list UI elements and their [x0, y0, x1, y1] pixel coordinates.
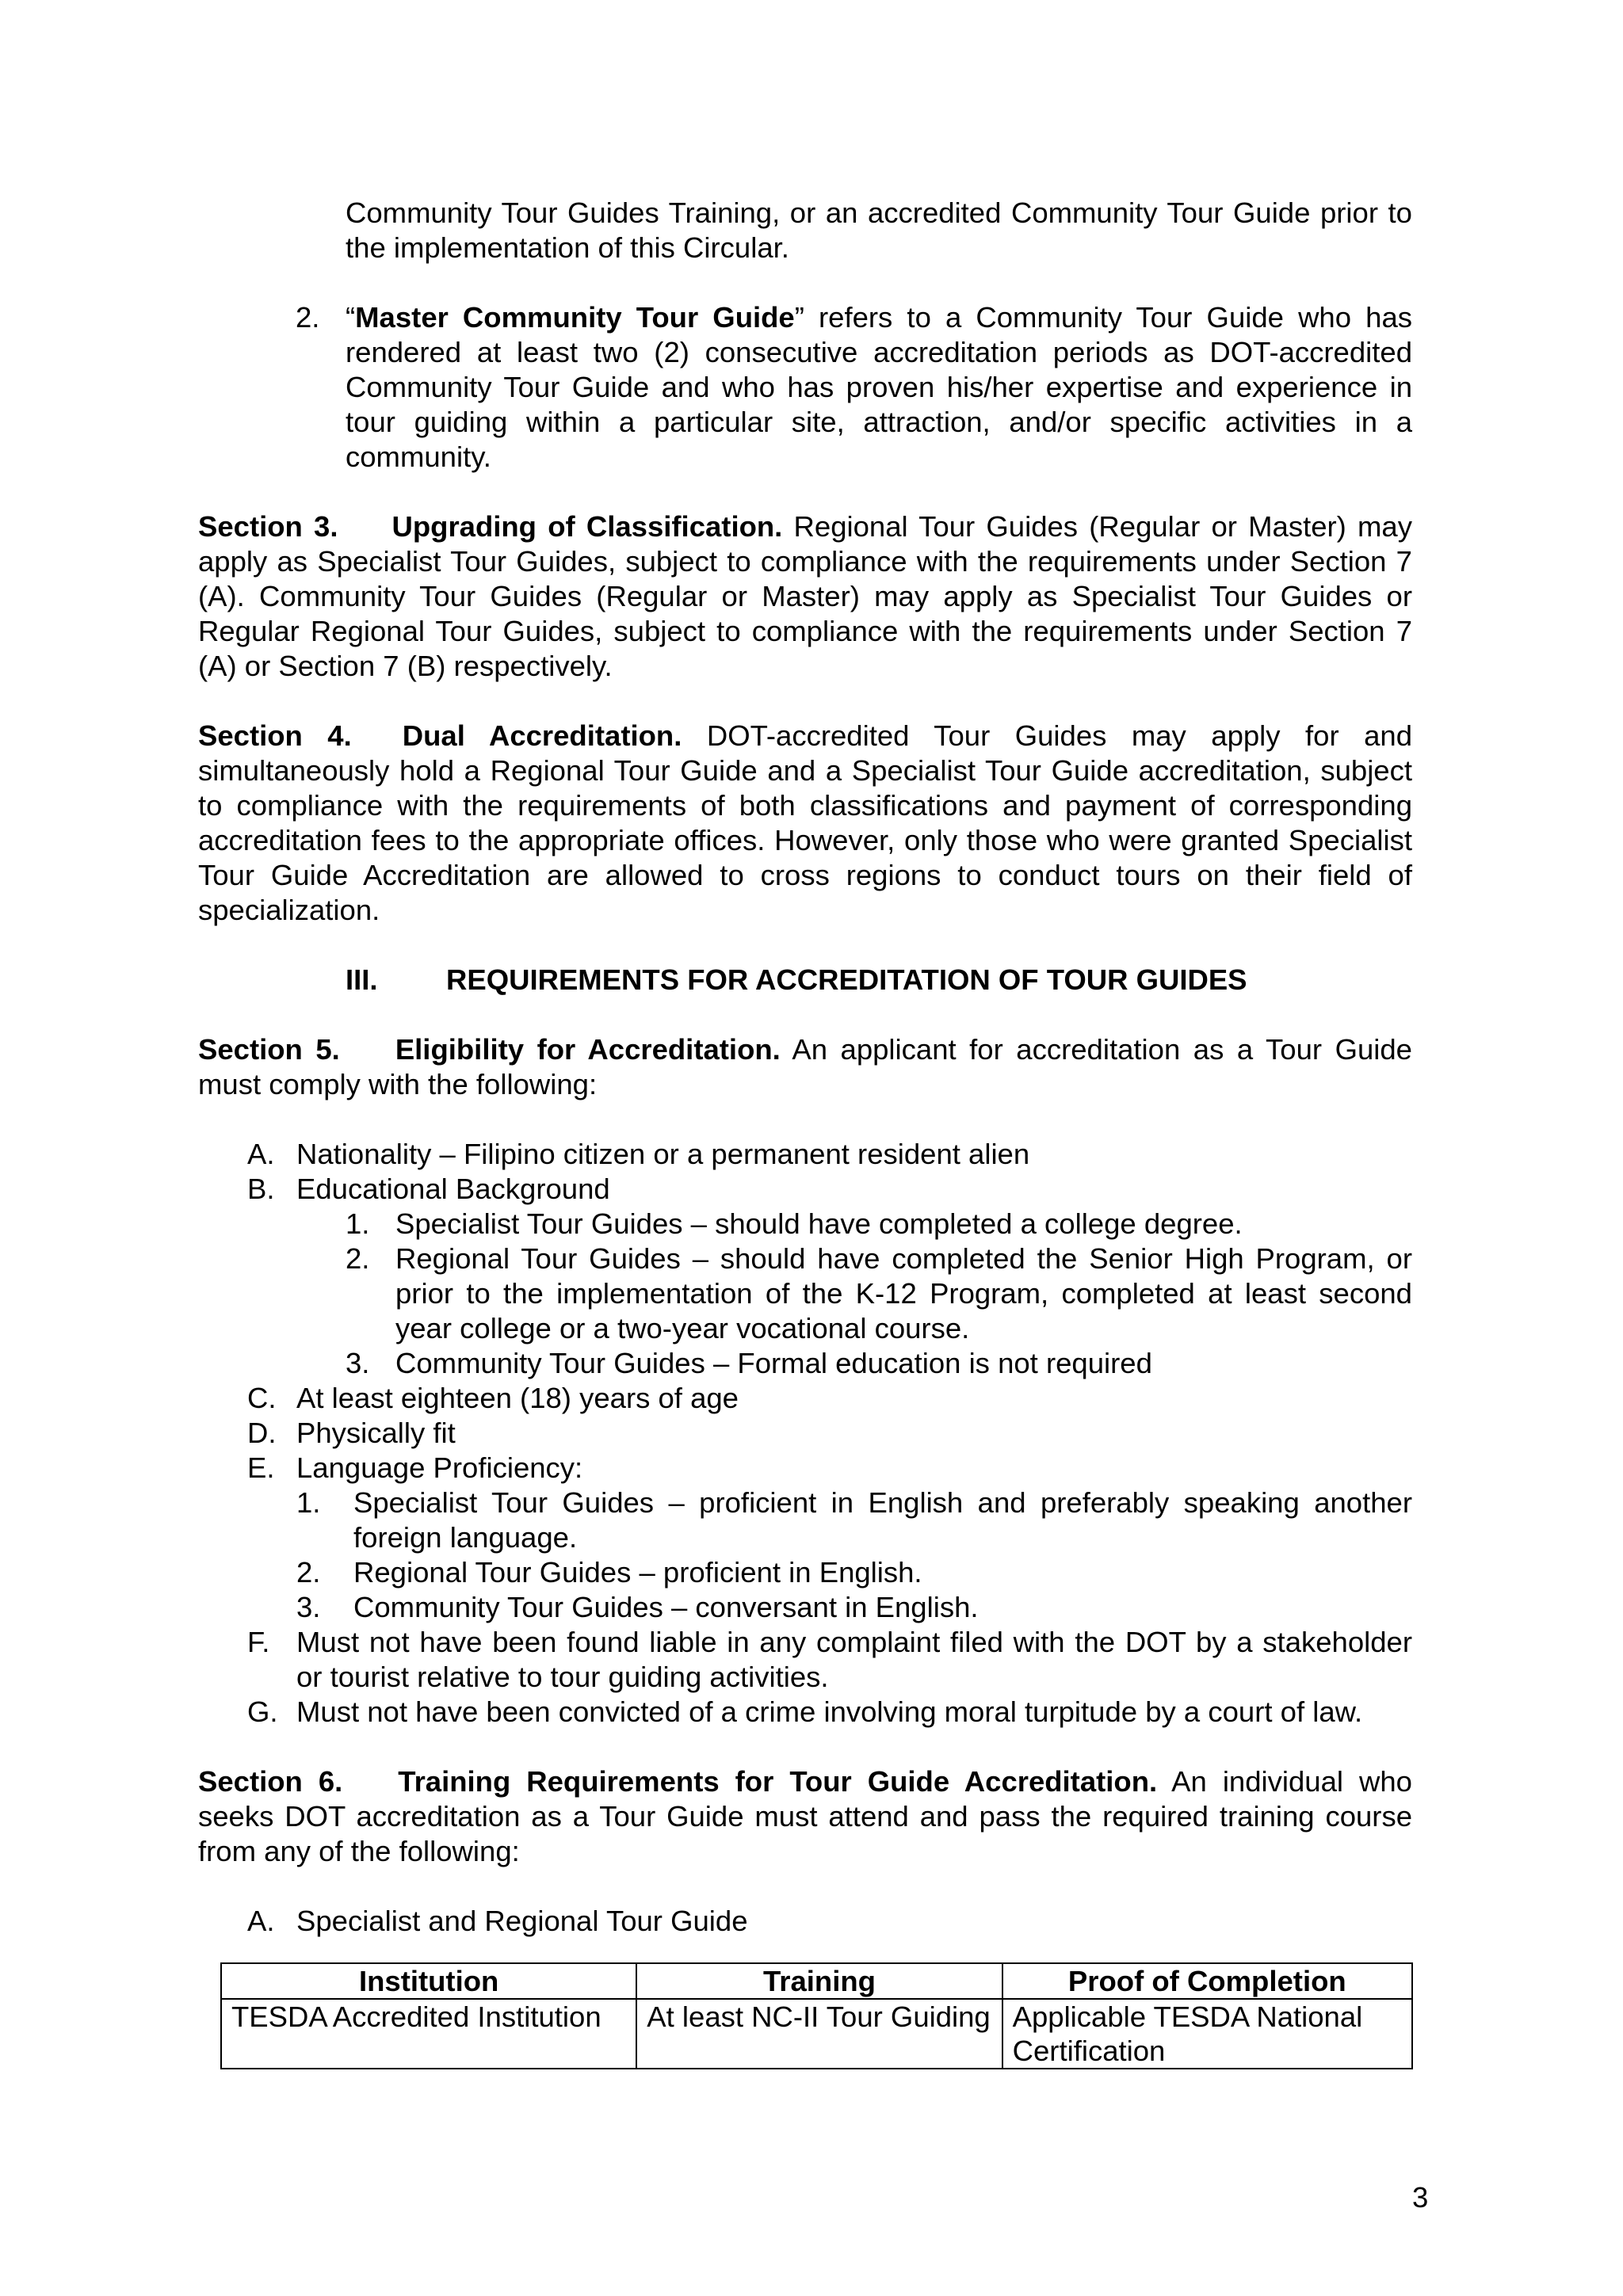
eligibility-language: Language Proficiency:	[296, 1451, 583, 1484]
section-title: Training Requirements for Tour Guide Accreditation.	[398, 1765, 1158, 1798]
list-number: 2.	[346, 1242, 370, 1275]
eligibility-physical: Physically fit	[296, 1417, 456, 1449]
section-title: Upgrading of Classification.	[391, 510, 783, 543]
education-regional: Regional Tour Guides – should have completed the Senior High Program, or prior to the implementation of the K-12 Program, completed at least second year college or a two-year vocational course.	[395, 1242, 1412, 1344]
language-community: Community Tour Guides – conversant in English.	[353, 1591, 979, 1623]
list-letter: D.	[247, 1417, 277, 1449]
section-title: Eligibility for Accreditation.	[395, 1033, 781, 1066]
section-body: An individual who seeks DOT accreditation as a Tour Guide must attend and pass the required training course from any of the following:	[198, 1765, 1412, 1867]
table-row	[221, 1999, 1412, 2069]
list-letter: E.	[247, 1451, 275, 1484]
column-header-institution: Institution	[221, 1963, 636, 1999]
eligibility-age: At least eighteen (18) years of age	[296, 1382, 739, 1414]
continuation-paragraph: Community Tour Guides Training, or an accredited Community Tour Guide prior to the implementation of this Circular.	[346, 196, 1412, 264]
list-item-number: 2.	[296, 301, 320, 334]
definition-master-community-tour-guide	[346, 300, 1412, 475]
list-letter: C.	[247, 1382, 277, 1414]
section-body: An applicant for accreditation as a Tour Guide must comply with the following:	[198, 1033, 1412, 1100]
list-number: 2.	[296, 1556, 321, 1589]
section-6	[198, 1764, 1412, 1869]
list-number: 3.	[296, 1591, 321, 1623]
page-number: 3	[1412, 2181, 1429, 2214]
list-letter: F.	[247, 1626, 270, 1658]
column-header-training: Training	[636, 1963, 1002, 1999]
column-header-proof: Proof of Completion	[1002, 1963, 1412, 1999]
eligibility-no-complaint: Must not have been found liable in any complaint filed with the DOT by a stakeholder or tourist relative to tour guiding activities.	[296, 1626, 1412, 1693]
language-specialist: Specialist Tour Guides – proficient in English and preferably speaking another foreign language.	[353, 1486, 1412, 1554]
defined-term: Master Community Tour Guide	[355, 301, 795, 334]
list-number: 3.	[346, 1347, 370, 1379]
section-title: Dual Accreditation.	[402, 719, 682, 752]
list-letter: A.	[247, 1905, 275, 1937]
training-specialist-regional: Specialist and Regional Tour Guide	[296, 1905, 748, 1937]
section-body: Regional Tour Guides (Regular or Master) may apply as Specialist Tour Guides, subject to compliance with the requirements under Section 7 (A). Community Tour Guides (Regular or Master) may apply as Specialist Tour Guides or Regular Regional Tour Guides, subject to compliance with the requirements under Section 7 (A) or Section 7 (B) respectively.	[198, 510, 1412, 682]
definition-text: ” refers to a Community Tour Guide who has rendered at least two (2) consecutive accreditation periods as DOT-accredited Community Tour Guide and who has proven his/her expertise and experience in tour guiding within a particular site, attraction, and/or specific activities in a community.	[346, 301, 1412, 473]
list-letter: A.	[247, 1138, 275, 1170]
section-body: DOT-accredited Tour Guides may apply for and simultaneously hold a Regional Tour Guide and a Specialist Tour Guide accreditation, subject to compliance with the requirements of both classifications and payment of corresponding accreditation fees to the appropriate offices. However, only those who were granted Specialist Tour Guide Accreditation are allowed to cross regions to conduct tours on their field of specialization.	[198, 719, 1412, 926]
eligibility-nationality: Nationality – Filipino citizen or a permanent resident alien	[296, 1138, 1030, 1170]
part-title: REQUIREMENTS FOR ACCREDITATION OF TOUR GUIDES	[446, 963, 1247, 996]
training-requirements-table	[220, 1962, 1413, 2069]
section-3	[198, 509, 1412, 684]
list-letter: B.	[247, 1173, 275, 1205]
table-cell: At least NC-II Tour Guiding	[636, 1999, 1002, 2069]
table-cell: TESDA Accredited Institution	[221, 1999, 636, 2069]
open-quote: “	[346, 301, 356, 334]
education-community: Community Tour Guides – Formal education is not required	[395, 1347, 1152, 1379]
section-4	[198, 719, 1412, 928]
table-header-row	[221, 1963, 1412, 1999]
table-cell: Applicable TESDA National Certification	[1002, 1999, 1412, 2069]
eligibility-no-conviction: Must not have been convicted of a crime involving moral turpitude by a court of law.	[296, 1695, 1363, 1728]
section-label: Section 5.	[198, 1033, 340, 1066]
list-letter: G.	[247, 1695, 278, 1728]
list-number: 1.	[296, 1486, 321, 1519]
language-regional: Regional Tour Guides – proficient in English.	[353, 1556, 922, 1589]
section-label: Section 6.	[198, 1765, 343, 1798]
part-numeral: III.	[346, 963, 378, 996]
eligibility-education: Educational Background	[296, 1173, 610, 1205]
list-number: 1.	[346, 1207, 370, 1240]
education-specialist: Specialist Tour Guides – should have completed a college degree.	[395, 1207, 1243, 1240]
section-label: Section 4.	[198, 719, 352, 752]
section-label: Section 3.	[198, 510, 338, 543]
section-5	[198, 1032, 1412, 1102]
